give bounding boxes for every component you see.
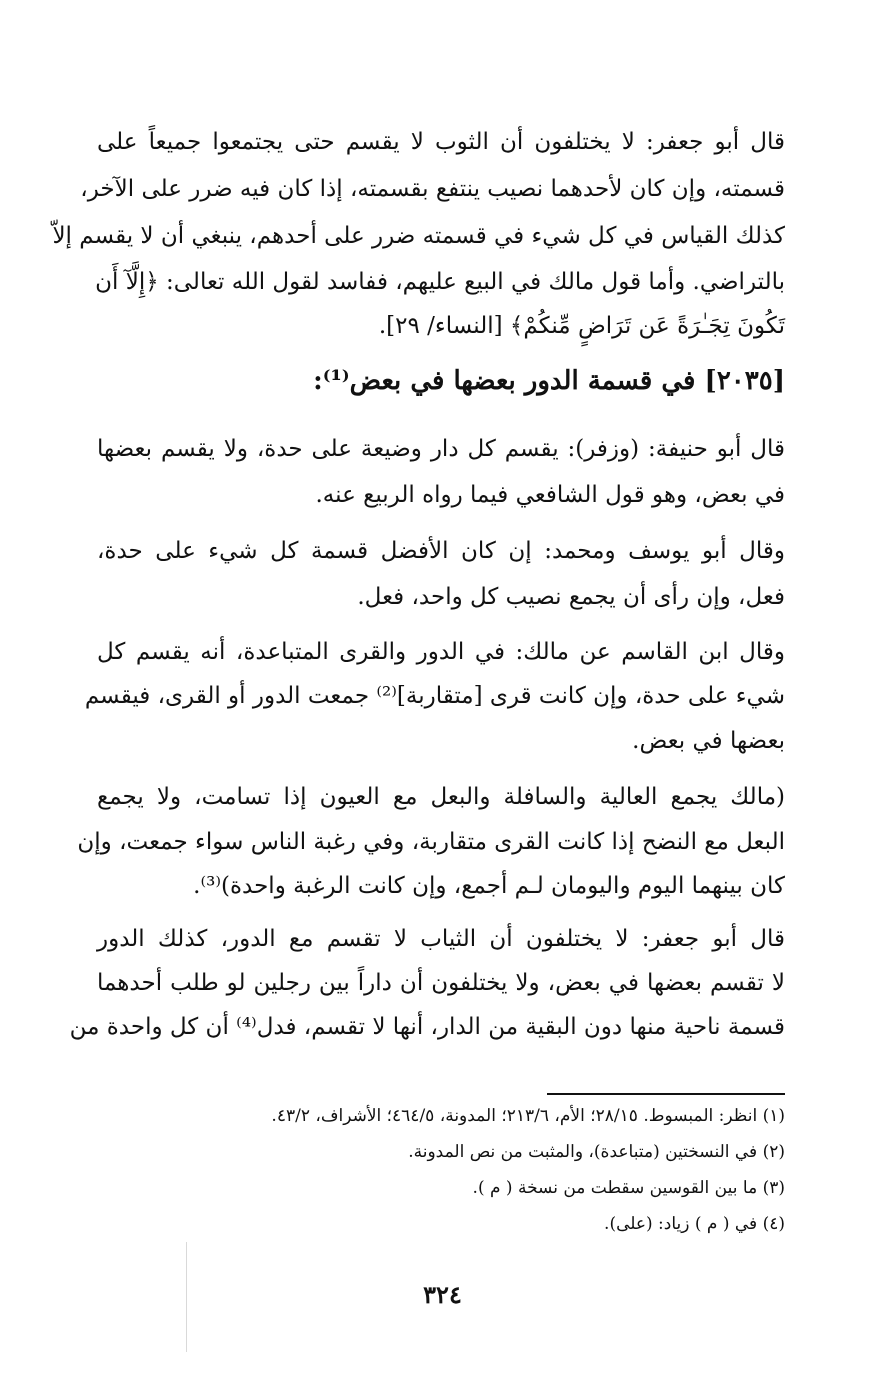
body-line-10: فعل، وإن رأى أن يجمع نصيب كل واحد، فعل. <box>357 584 785 610</box>
section-heading: [٢٠٣٥] في قسمة الدور بعضها في بعض⁽¹⁾: <box>313 366 785 396</box>
body-line-15: البعل مع النضح إذا كانت القرى متقاربة، وفي رغبة الناس سواء جمعت، وإن <box>77 829 785 855</box>
footnote-separator <box>547 1093 785 1095</box>
body-line-17: قال أبو جعفر: لا يختلفون أن الثياب لا تقسم مع الدور، كذلك الدور <box>97 926 785 952</box>
footnote-3: (٣) ما بين القوسين سقطت من نسخة ( م ). <box>472 1178 785 1198</box>
body-line-16: كان بينهما اليوم واليومان لـم أجمع، وإن كانت الرغبة واحدة)⁽³⁾. <box>193 873 785 899</box>
body-line-18: لا تقسم بعضها في بعض، ولا يختلفون أن داراً بين رجلين لو طلب أحدهما <box>97 970 785 996</box>
footnote-4: (٤) في ( م ) زياد: (على). <box>604 1214 785 1234</box>
body-line-13: بعضها في بعض. <box>632 728 785 754</box>
body-line-7: قال أبو حنيفة: (وزفر): يقسم كل دار وضيعة على حدة، ولا يقسم بعضها <box>97 436 785 462</box>
body-line-9: وقال أبو يوسف ومحمد: إن كان الأفضل قسمة كل شيء على حدة، <box>97 538 785 564</box>
page-number: ٣٢٤ <box>423 1280 462 1309</box>
body-line-8: في بعض، وهو قول الشافعي فيما رواه الربيع عنه. <box>315 482 785 508</box>
body-line-5: تَكُونَ تِجَـٰرَةً عَن تَرَاضٍ مِّنكُمْ﴾ [النساء/ ٢٩]. <box>378 313 785 339</box>
body-line-11: وقال ابن القاسم عن مالك: في الدور والقرى المتباعدة، أنه يقسم كل <box>97 639 785 665</box>
footnote-1: (١) انظر: المبسوط. ٢٨/١٥؛ الأم، ٢١٣/٦؛ المدونة، ٤٦٤/٥؛ الأشراف، ٤٣/٢. <box>271 1106 785 1126</box>
body-line-19: قسمة ناحية منها دون البقية من الدار، أنها لا تقسم، فدل⁽⁴⁾ أن كل واحدة من <box>69 1014 785 1040</box>
body-line-2: قسمته، وإن كان لأحدهما نصيب ينتفع بقسمته، إذا كان فيه ضرر على الآخر، <box>80 176 785 202</box>
body-line-14: (مالك يجمع العالية والسافلة والبعل مع العيون إذا تسامت، ولا يجمع <box>97 784 785 810</box>
body-line-12: شيء على حدة، وإن كانت قرى [متقاربة]⁽²⁾ جمعت الدور أو القرى، فيقسم <box>84 683 785 709</box>
footnote-2: (٢) في النسختين (متباعدة)، والمثبت من نص المدونة. <box>408 1142 785 1162</box>
body-line-1: قال أبو جعفر: لا يختلفون أن الثوب لا يقسم حتى يجتمعوا جميعاً على <box>97 129 785 155</box>
body-line-4: بالتراضي. وأما قول مالك في البيع عليهم، ففاسد لقول الله تعالى: ﴿إِلَّآ أَن <box>95 269 785 295</box>
body-line-3: كذلك القياس في كل شيء في قسمته ضرر على أحدهم، ينبغي أن لا يقسم إلاّ <box>52 223 785 249</box>
